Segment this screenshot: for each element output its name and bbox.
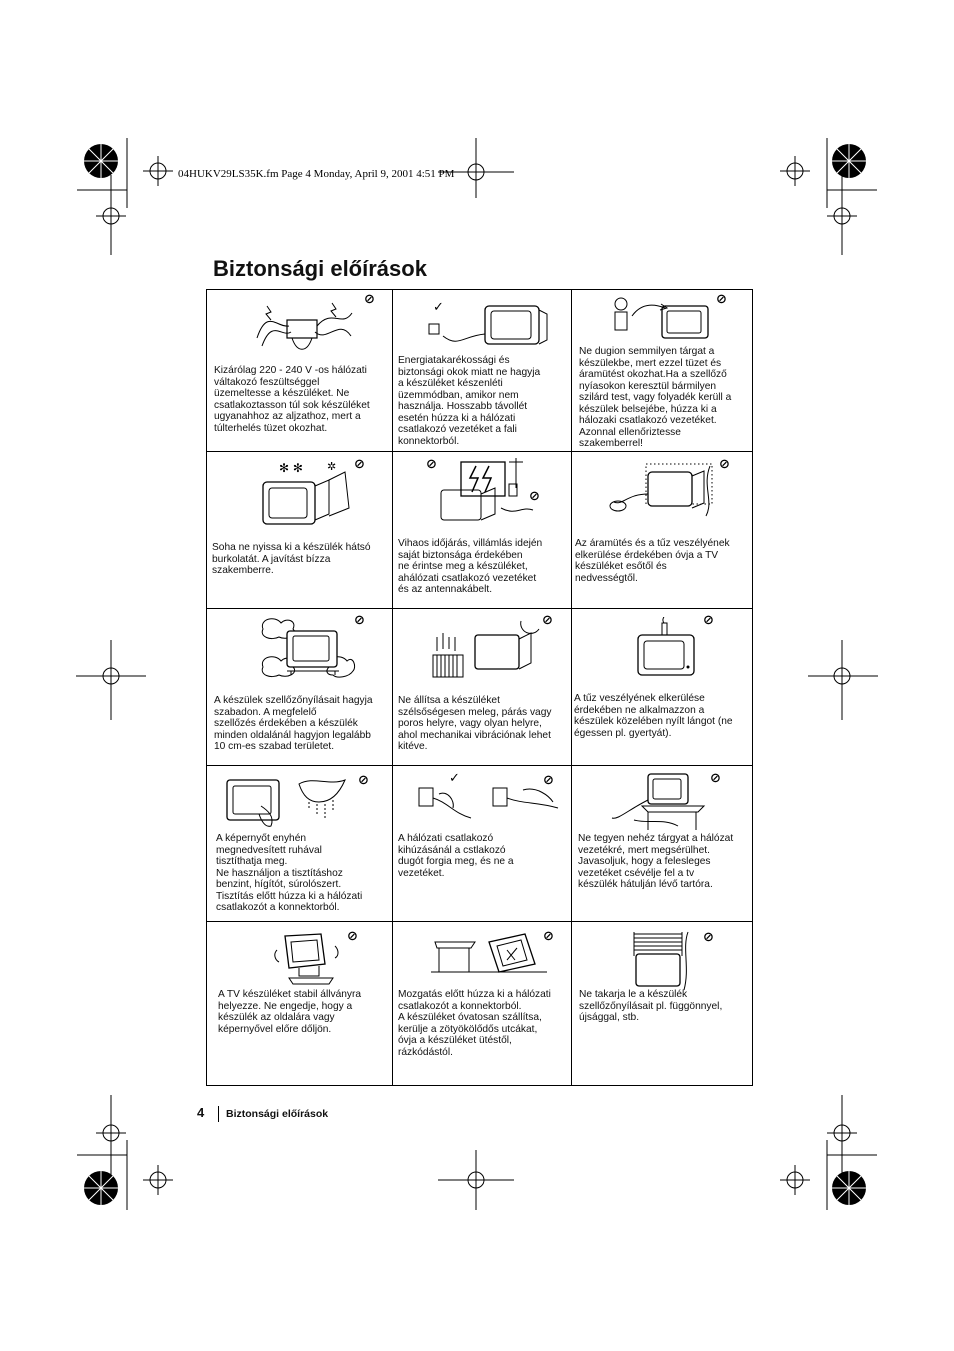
instruction-text: A TV készüléket stabil állványra helyezze. Ne engedje, hogy a készülék az oldalára vagy képernyővel előre dőljön. — [218, 989, 362, 1035]
prohibited-icon: ⊘ — [703, 930, 714, 945]
prohibited-icon: ⊘ — [543, 773, 554, 788]
instruction-text: Kizárólag 220 - 240 V -os hálózati váltakozó feszültséggel üzemeltesse a készüléket. Ne csatlakoztasson túl sok készüléket ugyanahhoz az aljzathoz, mert a túlterhelés tüzet okozhat. — [214, 365, 370, 434]
instruction-text: A képernyőt enyhén megnedvesített ruhával tisztíthatja meg. Ne használjon a tisztításhoz benzint, hígítót, súrolószert. Tisztítás előtt húzza ki a hálózati csatlakozót a konnektorból. — [216, 833, 363, 913]
instruction-text: Mozgatás előtt húzza ki a hálózati csatlakozót a konnektorból. A készüléket óvatosan szállítsa, kerülje a zötyökölődős utcákat, óvja a készüléket ütéstől, rázkódástól. — [398, 989, 551, 1058]
prohibited-icon: ⊘ — [354, 613, 365, 628]
instruction-text: A tűz veszélyének elkerülése érdekében ne alkalmazzon a készülek közelében nyílt lángot (ne égessen pl. gyertyát). — [574, 693, 733, 739]
instruction-text: Ne tegyen nehéz tárgyat a hálózat vezetékré, mert megsérülhet. Javasoljuk, hogy a felesleges vezetéket csévélje fel a tv készülék hátulján lévő tartóra. — [578, 833, 734, 890]
instruction-text: A készülek szellőzőnyílásait hagyja szabadon. A megfelelő szellőzés érdekében a készülék minden oldalánál hagyjon legalább 10 cm-es szabad területet. — [214, 695, 373, 752]
allowed-check-icon: ✓ — [433, 300, 444, 315]
header-file-info: 04HUKV29LS35K.fm Page 4 Monday, April 9, 2001 4:51 PM — [178, 168, 455, 180]
svg-text:✻ ✻: ✻ ✻ — [279, 461, 303, 475]
instruction-text: Vihaos időjárás, villámlás idején saját biztonsága érdekében ne érintse meg a készüléket, ahálózati csatlakozó vezetéket és az antennakábelt. — [398, 538, 543, 595]
instruction-text: A hálózati csatlakozó kihúzásánál a cstlakozó dugót forgia meg, és ne a vezetéket. — [398, 833, 514, 879]
svg-text:✲: ✲ — [327, 460, 337, 473]
prohibited-icon: ⊘ — [426, 457, 437, 472]
prohibited-icon: ⊘ — [716, 292, 727, 307]
prohibited-icon: ⊘ — [529, 489, 540, 504]
prohibited-icon: ⊘ — [358, 773, 369, 788]
instruction-text: Ne állítsa a készüléket szélsőségesen meleg, párás vagy poros helyre, vagy olyan helyre, ahol mechanikai vibrációnak lehet kitéve. — [398, 695, 552, 752]
prohibited-icon: ⊘ — [364, 292, 375, 307]
prohibited-icon: ⊘ — [354, 457, 365, 472]
instruction-text: Energiatakarékossági és biztonsági okok miatt ne hagyja a készüléket készenléti üzemmódban, amikor nem használja. Hosszabb távollét esetén húzza ki a hálózati csatlakozó vezetéket a fali konnektorból. — [398, 355, 541, 447]
page-number: 4 — [197, 1105, 205, 1120]
prohibited-icon: ⊘ — [710, 771, 721, 786]
footer-section-title: Biztonsági előírások — [226, 1108, 329, 1120]
prohibited-icon: ⊘ — [347, 929, 358, 944]
instruction-text: Az áramütés és a tűz veszélyének elkerülése érdekében óvja a TV készüléket esőtől és nedvességtől. — [575, 538, 730, 584]
page-title: Biztonsági előírások — [213, 256, 427, 281]
prohibited-icon: ⊘ — [719, 457, 730, 472]
prohibited-icon: ⊘ — [542, 613, 553, 628]
instruction-text: Ne dugion semmilyen tárgat a készülekbe, mert ezzel tüzet és áramütést okozhat.Ha a szellőző nyíasokon keresztül bármilyen szilárd test, vagy folyadék kerüll a készülek belsejébe, húzza ki a hálozaki csatlakozó vezetéket. Azonnal ellenőriztesse szakemberrel! — [579, 346, 732, 449]
allowed-check-icon: ✓ — [449, 771, 460, 786]
prohibited-icon: ⊘ — [703, 613, 714, 628]
prohibited-icon: ⊘ — [543, 929, 554, 944]
instruction-text: Ne takarja le a készülék szellőzőnyílásait pl. függönnyel, újsággal, stb. — [579, 989, 723, 1023]
instruction-text: Soha ne nyissa ki a készülék hátsó burkolatát. A javítást bízza szakemberre. — [212, 542, 371, 576]
